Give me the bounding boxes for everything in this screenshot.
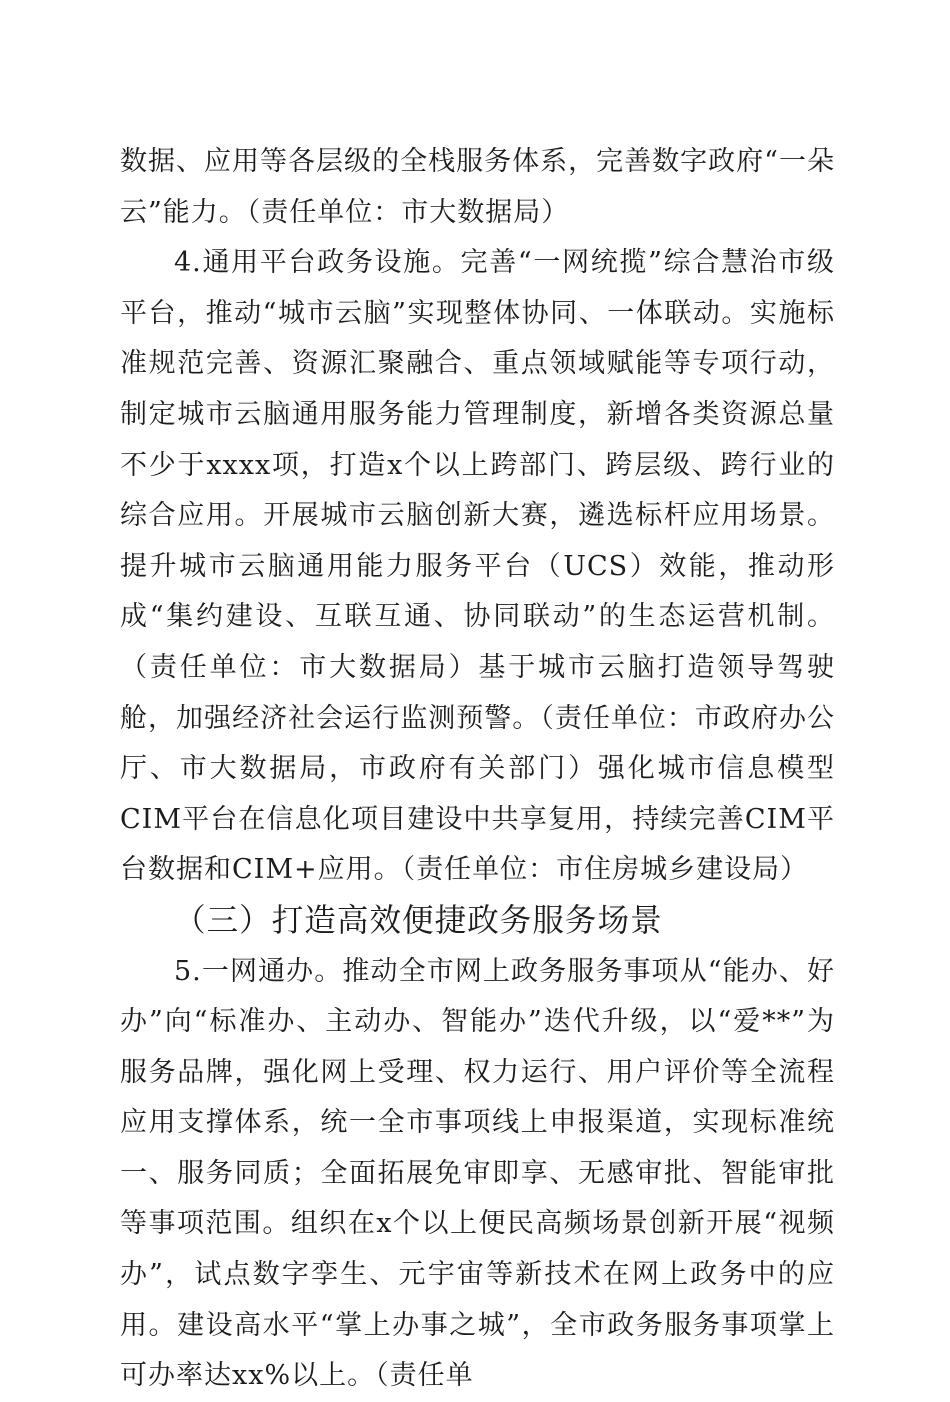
document-body: [120, 137, 835, 1402]
paragraph-continuation: 数据、应用等各层级的全栈服务体系，完善数字政府“一朵云”能力。（责任单位：市大数据局）: [120, 146, 835, 228]
paragraph-item-5-one-network-service: 5.一网通办。推动全市网上政务服务事项从“能办、好办”向“标准办、主动办、智能办”迭代升级，以“爱**”为服务品牌，强化网上受理、权力运行、用户评价等全流程应用支撑体系，统一全市事项线上申报渠道，实现标准统一、服务同质；全面拓展免审即享、无感审批、智能审批等事项范围。组织在x个以上便民高频场景创新开展“视频办”，试点数字孪生、元宇宙等新技术在网上政务中的应用。建设高水平“掌上办事之城”，全市政务服务事项掌上可办率达xx%以上。（责任单: [120, 955, 835, 1392]
section-heading-3: （三）打造高效便捷政务服务场景: [174, 902, 663, 939]
paragraph-item-4-general-platform: 4.通用平台政务设施。完善“一网统揽”综合慧治市级平台，推动“城市云脑”实现整体协同、一体联动。实施标准规范完善、资源汇聚融合、重点领域赋能等专项行动，制定城市云脑通用服务能力管理制度，新增各类资源总量不少于xxxx项，打造x个以上跨部门、跨层级、跨行业的综合应用。开展城市云脑创新大赛，遴选标杆应用场景。提升城市云脑通用能力服务平台（UCS）效能，推动形成“集约建设、互联互通、协同联动”的生态运营机制。（责任单位：市大数据局）基于城市云脑打造领导驾驶舱，加强经济社会运行监测预警。（责任单位：市政府办公厅、市大数据局，市政府有关部门）强化城市信息模型CIM平台在信息化项目建设中共享复用，持续完善CIM平台数据和CIM+应用。（责任单位：市住房城乡建设局）: [120, 247, 835, 886]
